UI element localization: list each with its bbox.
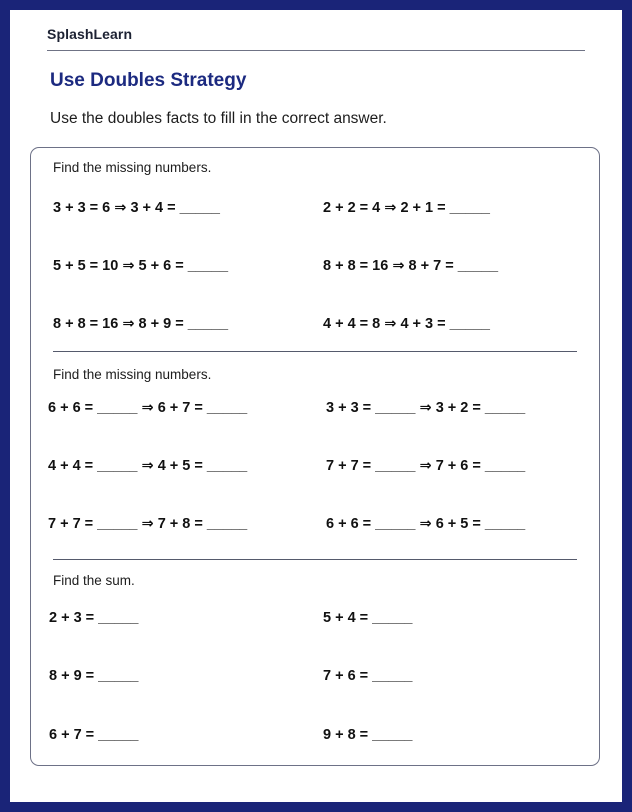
section-divider	[53, 351, 577, 352]
section-3-title: Find the sum.	[53, 573, 135, 588]
worksheet-title: Use Doubles Strategy	[50, 70, 247, 91]
section-2-title: Find the missing numbers.	[53, 367, 212, 382]
problem: 6 + 7 = _____	[49, 727, 139, 743]
problem: 8 + 8 = 16 ⇒ 8 + 9 = _____	[53, 316, 229, 332]
problem: 7 + 7 = _____ ⇒ 7 + 6 = _____	[326, 458, 526, 474]
problem: 5 + 5 = 10 ⇒ 5 + 6 = _____	[53, 258, 229, 274]
problem: 2 + 2 = 4 ⇒ 2 + 1 = _____	[323, 200, 490, 216]
worksheet-instructions: Use the doubles facts to fill in the correct answer.	[50, 110, 387, 127]
problem: 4 + 4 = _____ ⇒ 4 + 5 = _____	[48, 458, 248, 474]
problem: 7 + 7 = _____ ⇒ 7 + 8 = _____	[48, 516, 248, 532]
problem: 8 + 9 = _____	[49, 668, 139, 684]
header-divider	[47, 50, 585, 51]
problem: 2 + 3 = _____	[49, 610, 139, 626]
problem: 5 + 4 = _____	[323, 610, 413, 626]
brand-logo: SplashLearn	[47, 26, 133, 42]
worksheet-page	[10, 10, 622, 802]
problem: 4 + 4 = 8 ⇒ 4 + 3 = _____	[323, 316, 490, 332]
problem: 9 + 8 = _____	[323, 727, 413, 743]
problem: 7 + 6 = _____	[323, 668, 413, 684]
problem: 6 + 6 = _____ ⇒ 6 + 5 = _____	[326, 516, 526, 532]
problem: 3 + 3 = 6 ⇒ 3 + 4 = _____	[53, 200, 220, 216]
problem: 6 + 6 = _____ ⇒ 6 + 7 = _____	[48, 400, 248, 416]
section-1-title: Find the missing numbers.	[53, 160, 212, 175]
problem: 3 + 3 = _____ ⇒ 3 + 2 = _____	[326, 400, 526, 416]
section-divider	[53, 559, 577, 560]
problem: 8 + 8 = 16 ⇒ 8 + 7 = _____	[323, 258, 499, 274]
